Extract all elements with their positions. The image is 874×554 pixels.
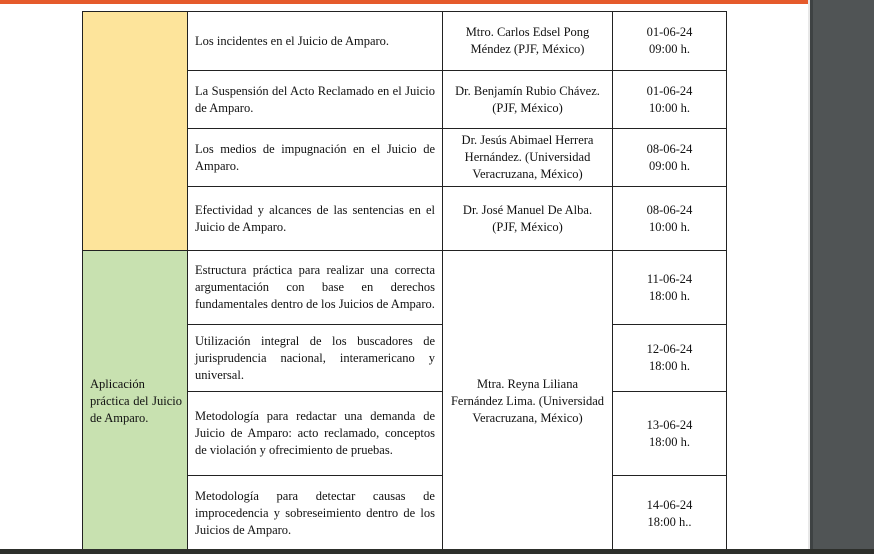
session-date: 08-06-24 <box>646 202 693 217</box>
date-cell <box>613 251 727 325</box>
table-row <box>83 12 727 71</box>
date-cell <box>613 71 727 129</box>
date-cell <box>613 392 727 476</box>
session-time: 18:00 h. <box>649 359 690 373</box>
speaker-cell: Mtro. Carlos Edsel Pong Méndez (PJF, México) <box>443 12 613 71</box>
session-time: 09:00 h. <box>649 158 690 173</box>
session-date: 01-06-24 <box>646 83 693 98</box>
table-row <box>83 251 727 325</box>
session-date: 11-06-24 <box>646 271 693 286</box>
session-time: 09:00 h. <box>649 42 690 56</box>
session-time: 18:00 h. <box>649 434 690 449</box>
speaker-cell: Mtra. Reyna Liliana Fernández Lima. (Universidad Veracruzana, México) <box>443 251 613 552</box>
viewer-bottom-bar <box>0 549 874 554</box>
topic-cell: Efectividad y alcances de las sentencias en el Juicio de Amparo. <box>188 187 443 251</box>
date-cell <box>613 325 727 392</box>
session-time: 10:00 h. <box>649 100 690 115</box>
session-time: 18:00 h. <box>649 288 690 303</box>
topic-cell: Estructura práctica para realizar una correcta argumentación con base en derechos fundamentales dentro de los Juicios de Amparo. <box>188 251 443 325</box>
speaker-cell: Dr. José Manuel De Alba. (PJF, México) <box>443 187 613 251</box>
date-cell <box>613 12 727 71</box>
viewer-top-gap <box>0 4 874 8</box>
viewer-side-panel <box>810 0 874 554</box>
date-cell <box>613 129 727 187</box>
speaker-cell: Dr. Benjamín Rubio Chávez. (PJF, México) <box>443 71 613 129</box>
session-time: 18:00 h.. <box>647 514 692 529</box>
date-cell <box>613 476 727 552</box>
date-cell <box>613 187 727 251</box>
session-date: 01-06-24 <box>646 25 693 39</box>
session-date: 14-06-24 <box>646 497 693 512</box>
session-date: 12-06-24 <box>646 342 693 356</box>
topic-cell: Metodología para redactar una demanda de Juicio de Amparo: acto reclamado, conceptos de violación y ofrecimiento de pruebas. <box>188 392 443 476</box>
topic-cell: Los incidentes en el Juicio de Amparo. <box>188 12 443 71</box>
course-schedule-table <box>82 11 727 552</box>
topic-cell: Metodología para detectar causas de improcedencia y sobreseimiento dentro de los Juicios de Amparo. <box>188 476 443 552</box>
module-title: Aplicación práctica del Juicio de Amparo. <box>90 376 182 425</box>
topic-cell: Utilización integral de los buscadores de jurisprudencia nacional, interamericano y universal. <box>188 325 443 392</box>
session-time: 10:00 h. <box>649 219 690 234</box>
topic-cell: Los medios de impugnación en el Juicio de Amparo. <box>188 129 443 187</box>
session-date: 08-06-24 <box>646 141 693 156</box>
speaker-cell: Dr. Jesús Abimael Herrera Hernández. (Universidad Veracruzana, México) <box>443 129 613 187</box>
topic-cell: La Suspensión del Acto Reclamado en el Juicio de Amparo. <box>188 71 443 129</box>
module-cell-1 <box>83 12 188 251</box>
session-date: 13-06-24 <box>646 417 693 432</box>
module-cell-2 <box>83 251 188 552</box>
